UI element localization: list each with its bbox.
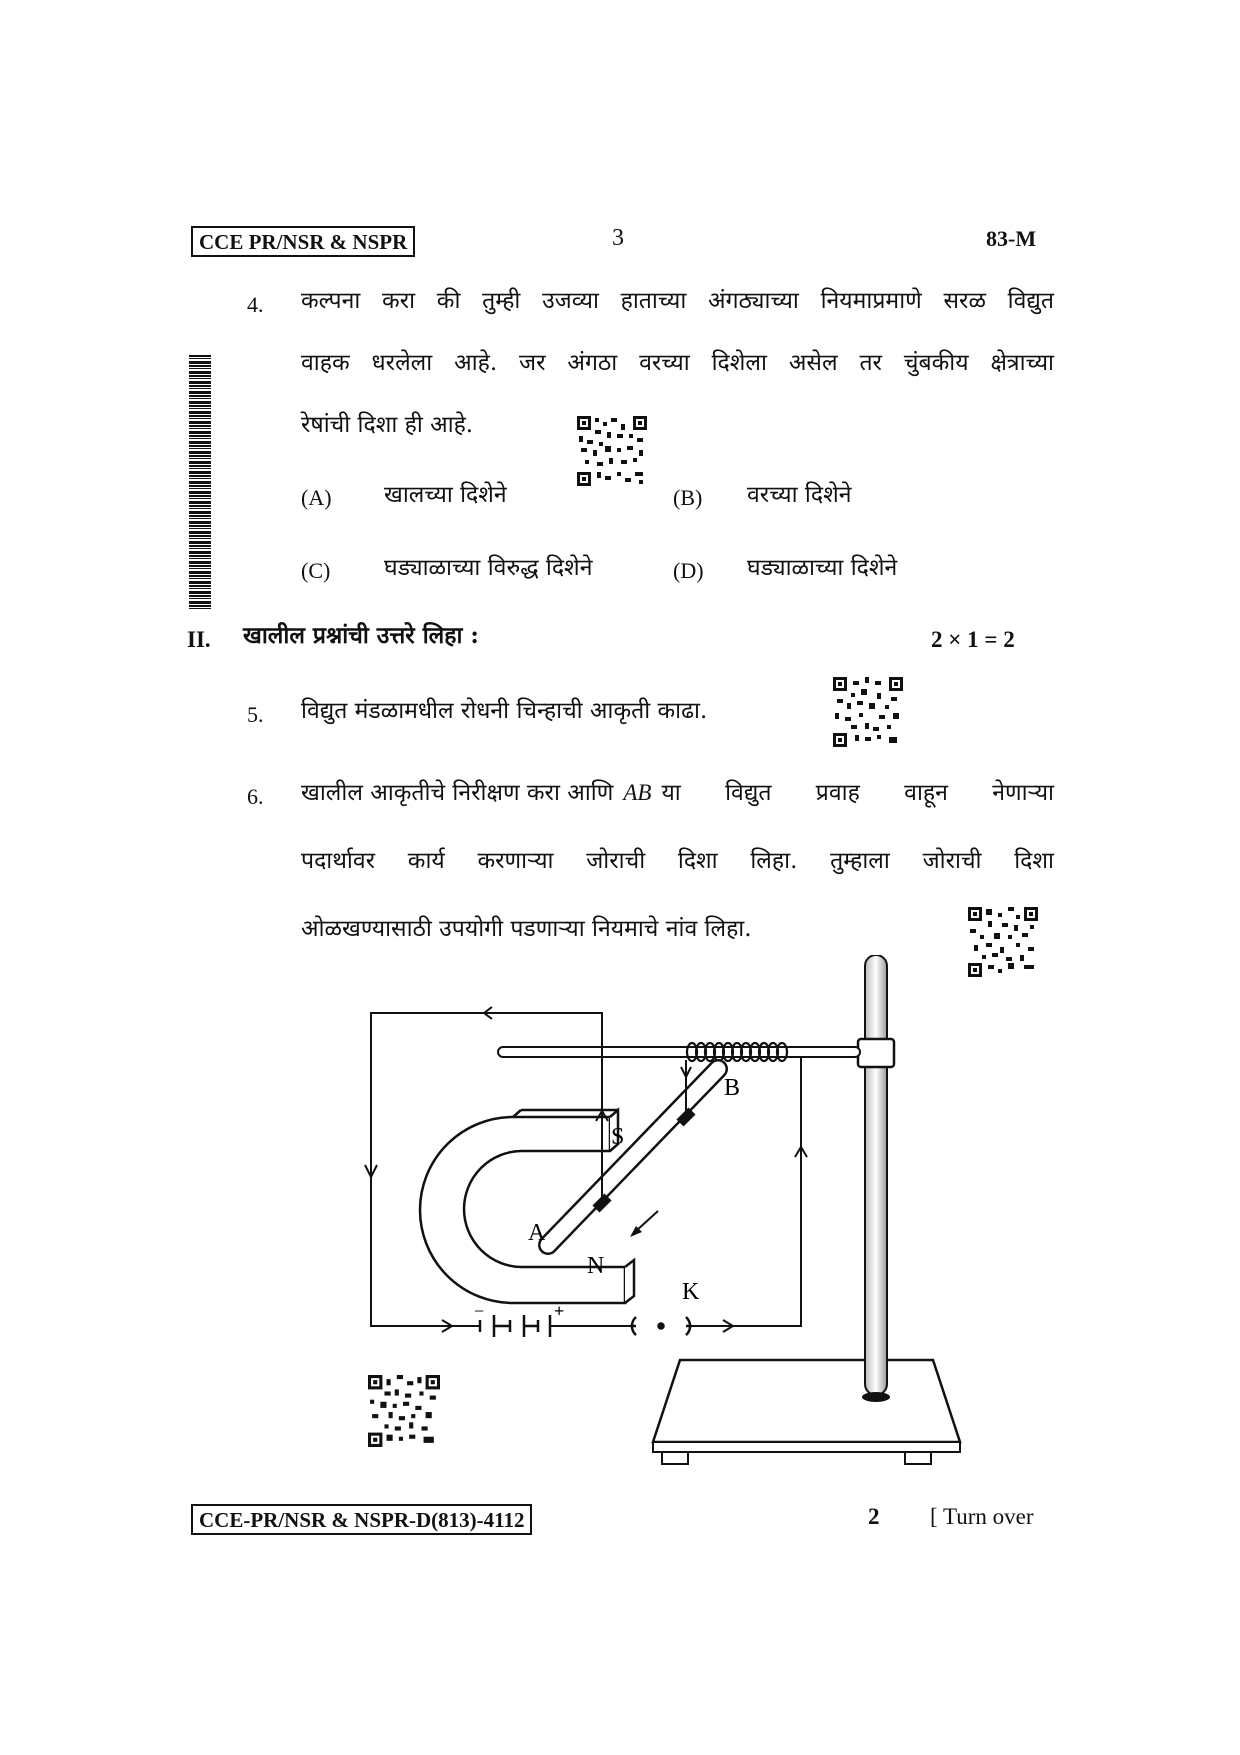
q4-option-b-text: वरच्या दिशेने <box>747 482 852 508</box>
label-end-a: A <box>528 1220 546 1246</box>
q6-line-2: पदार्थावर कार्य करणाऱ्या जोराची दिशा लिहा. तुम्हाला जोराची दिशा <box>301 848 1054 874</box>
conductor-rod-ab <box>548 1069 718 1245</box>
q4-line-3: रेषांची दिशा ही आहे. <box>301 412 474 438</box>
stand-clamp <box>858 1039 894 1067</box>
section-roman-number: II. <box>187 627 211 652</box>
section-marks: 2 × 1 = 2 <box>931 627 1015 652</box>
q4-option-b-letter: (B) <box>673 485 703 510</box>
q6-line-1-part-b: या विद्युत प्रवाह वाहून नेणाऱ्या <box>661 780 1054 806</box>
stand-horizontal-rod <box>498 1047 860 1057</box>
q5-text: विद्युत मंडळामधील रोधनी चिन्हाची आकृती काढा. <box>301 698 708 724</box>
qr-code-q5 <box>833 677 903 747</box>
q4-option-d-letter: (D) <box>673 558 704 583</box>
q4-option-d-text: घड्याळाच्या दिशेने <box>747 555 898 581</box>
q6-line-1-ab: AB <box>623 780 652 805</box>
q4-number: 4. <box>247 292 264 317</box>
q4-line-2: वाहक धरलेला आहे. जर अंगठा वरच्या दिशेला असेल तर चुंबकीय क्षेत्राच्या <box>301 350 1054 376</box>
q6-line-3: ओळखण्यासाठी उपयोगी पडणाऱ्या नियमाचे नांव लिहा. <box>301 916 752 942</box>
label-pole-n: N <box>587 1253 605 1279</box>
section-title: खालील प्रश्नांची उत्तरे लिहा : <box>243 622 479 649</box>
q6-number: 6. <box>247 784 264 809</box>
q4-option-c-letter: (C) <box>301 558 331 583</box>
header-right-code: 83-M <box>986 226 1037 251</box>
q4-option-c-text: घड्याळाच्या विरुद्ध दिशेने <box>384 555 593 581</box>
side-barcode <box>189 355 211 611</box>
label-battery-plus: + <box>554 1301 565 1321</box>
stand-vertical-rod <box>862 955 890 1402</box>
page-number: 3 <box>612 225 624 251</box>
q4-line-1: कल्पना करा की तुम्ही उजव्या हाताच्या अंगठ्याच्या नियमाप्रमाणे सरळ विद्युत <box>301 288 1054 314</box>
header-left-code: CCE PR/NSR & NSPR <box>191 226 415 257</box>
footer-code: CCE-PR/NSR & NSPR-D(813)-4112 <box>191 1504 532 1535</box>
turn-over-note: [ Turn over <box>930 1504 1034 1529</box>
label-battery-minus: − <box>474 1301 485 1321</box>
stand-base <box>653 1360 960 1464</box>
q4-option-a-letter: (A) <box>301 485 332 510</box>
q6-line-1-part-a: खालील आकृतीचे निरीक्षण करा आणि <box>301 780 614 806</box>
label-end-b: B <box>724 1075 741 1101</box>
q6-line-1 <box>301 778 1054 808</box>
q5-number: 5. <box>247 702 264 727</box>
battery <box>480 1315 550 1337</box>
label-key-k: K <box>682 1279 700 1305</box>
qr-code-q4 <box>577 416 647 486</box>
q4-option-a-text: खालच्या दिशेने <box>384 482 507 508</box>
force-arrow <box>630 1211 658 1237</box>
qr-code-diagram <box>368 1375 440 1447</box>
label-pole-s: S <box>611 1124 625 1150</box>
footer-sheet-number: 2 <box>868 1504 880 1529</box>
key-switch <box>630 1317 692 1335</box>
